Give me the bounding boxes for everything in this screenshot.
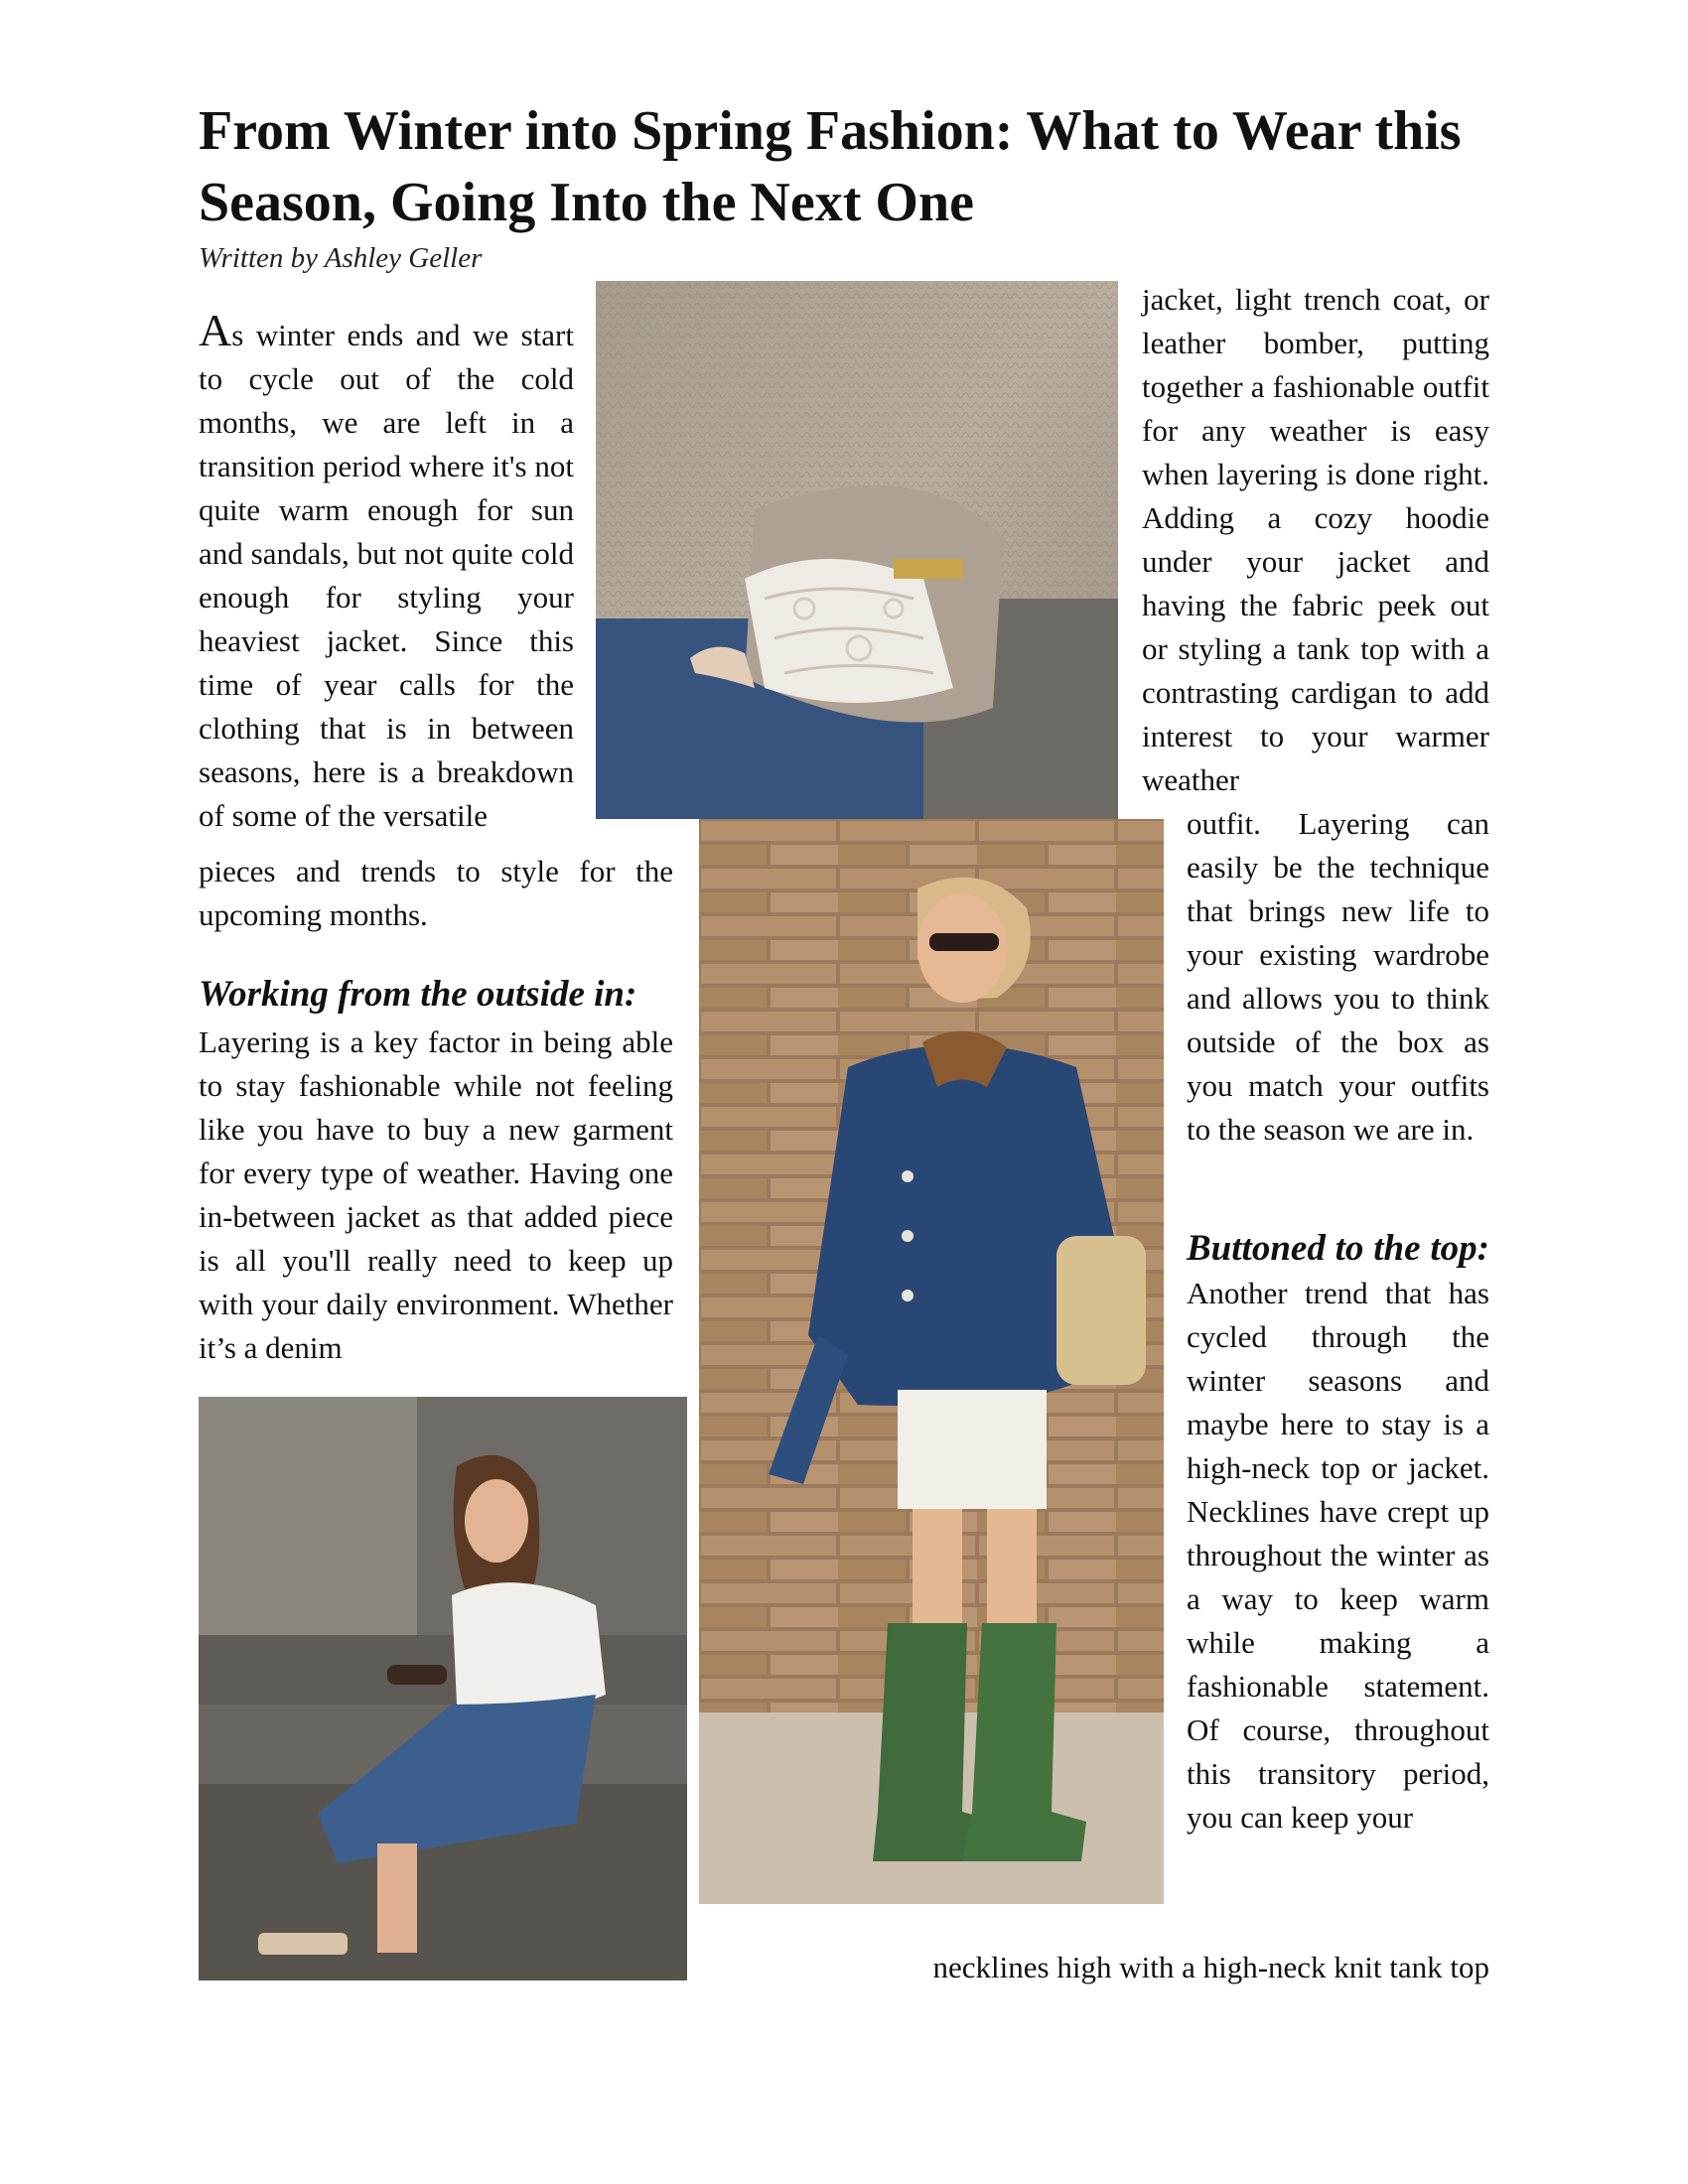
drop-cap: A: [199, 305, 232, 355]
section-heading-outside-in: Working from the outside in:: [199, 974, 637, 1015]
section1-continued-lower: outfit. Layering can easily be the technique that brings new life to your existing wardrobe and allows you to think outside of the box as you match your outfits to the season we are in.: [1187, 806, 1489, 1147]
section2-body: Another trend that has cycled through the winter seasons and maybe here to stay is a high-neck top or jacket. Necklines have crept up throughout the winter as a way to keep warm while making a fashionable statement. Of course, throughout this transitory period, you can keep your: [1187, 1276, 1489, 1835]
section2-paragraph: [1187, 1227, 1489, 1840]
intro-paragraph-continued: pieces and trends to style for the upcoming months.: [199, 854, 673, 932]
article-byline: Written by Ashley Geller: [199, 242, 483, 274]
section1-continued-upper: jacket, light trench coat, or leather bomber, putting together a fashionable outfit for any weather is easy when layering is done right. Adding a cozy hoodie under your jacket and having the fabric peek out or styling a tank top with a contrasting cardigan to add interest to your warmer weather: [1142, 282, 1489, 797]
section2-last-line: necklines high with a high-neck knit tank top: [932, 1950, 1489, 1984]
intro-paragraph: [199, 305, 574, 838]
section-heading-buttoned-to-top: Buttoned to the top:: [1187, 1228, 1489, 1269]
photo-sweater-lace-cuff: [596, 281, 1118, 819]
photo-denim-jacket-rain-boots: [699, 819, 1164, 1904]
section1-body: Layering is a key factor in being able to stay fashionable while not feeling like you have to buy a new garment for every type of weather. Having one in-between jacket as that added piece is all you'll really need to keep up with your daily environment. Whether it’s a denim: [199, 1024, 673, 1365]
article-title: From Winter into Spring Fashion: What to Wear this Season, Going Into the Next One: [199, 100, 1462, 233]
photo-woman-on-steps: [199, 1397, 687, 1980]
intro-text-part-a: s winter ends and we start to cycle out of the cold months, we are left in a transition period where it's not quite warm enough for sun and sandals, but not quite cold enough for styling your heaviest jacket. Since this time of year calls for the clothing that is in between seasons, here is a breakdown of some of the versatile: [199, 318, 574, 833]
